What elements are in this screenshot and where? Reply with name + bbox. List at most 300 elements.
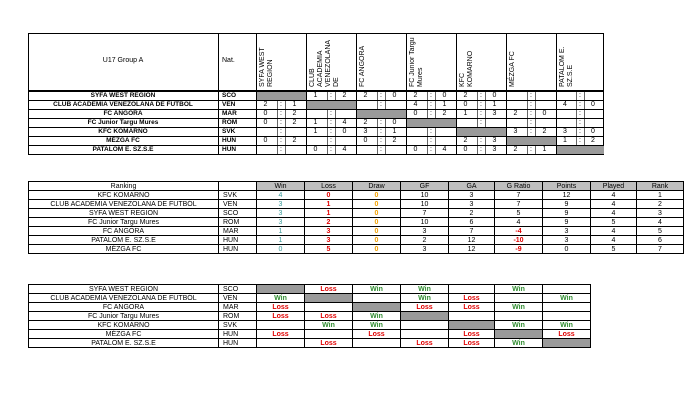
result-cell: Win [400, 284, 449, 294]
self-match-cell [507, 137, 556, 145]
grid-line [427, 136, 428, 145]
score-separator: : [480, 92, 482, 99]
result-cell: Loss [352, 329, 401, 339]
ranking-win-cell: 1 [256, 235, 305, 245]
score-separator: : [430, 137, 432, 144]
result-cell: Win [352, 284, 401, 294]
score-value: 1 [313, 119, 318, 126]
grid-line [335, 136, 336, 145]
grid-line [385, 127, 386, 136]
team-name: FC Junior Targu Mures [87, 119, 159, 126]
score-separator: : [280, 101, 282, 108]
ranking-team-cell: PATALOM E. SZ.S.E [28, 235, 219, 245]
score-value: 2 [292, 137, 297, 144]
score-separator: : [330, 92, 332, 99]
score-value: 2 [363, 92, 368, 99]
score-separator: : [480, 101, 482, 108]
score-value: 4 [413, 101, 418, 108]
column-header-team: FC Junior Targu Mures [409, 37, 424, 87]
score-separator: : [430, 110, 432, 117]
grid-line [427, 100, 428, 109]
result-cell: Loss [448, 302, 495, 312]
ranking-points-cell: 3 [542, 226, 591, 236]
score-separator: : [380, 119, 382, 126]
ranking-draw-cell: 0 [352, 208, 401, 218]
score-value: 2 [292, 110, 297, 117]
ranking-win-cell: 3 [256, 199, 305, 209]
score-value: 0 [591, 128, 595, 135]
ranking-ga-cell: 12 [448, 235, 495, 245]
grid-line [377, 100, 378, 109]
grid-line [435, 127, 436, 136]
score-value: 0 [413, 110, 418, 117]
ranking-loss-cell: 3 [304, 226, 353, 236]
ranking-team-cell: KFC KOMARNO [28, 190, 219, 200]
ranking-team-cell: SYFA WEST REGION [28, 208, 219, 218]
score-separator: : [579, 92, 581, 99]
team-nat: VEN [222, 101, 236, 108]
grid-line [485, 136, 486, 145]
ranking-header-cell: Draw [352, 181, 401, 191]
ranking-played-cell: 4 [590, 226, 637, 236]
score-separator: : [430, 146, 432, 153]
grid-line [535, 145, 536, 154]
team-name: PATALOM E. SZ.S.E [92, 146, 154, 153]
ranking-ratio-cell: 4 [494, 217, 543, 227]
ranking-header-cell: G Ratio [494, 181, 543, 191]
ranking-header-cell: Played [590, 181, 637, 191]
grid-line [277, 109, 278, 118]
group-title: U17 Group A [102, 57, 144, 64]
score-value: 0 [263, 137, 268, 144]
self-match-cell [457, 128, 506, 136]
grid-line [335, 127, 336, 136]
ranking-header-cell: GF [400, 181, 449, 191]
grid-line [377, 118, 378, 127]
ranking-points-cell: 9 [542, 199, 591, 209]
nat-label: Nat. [222, 57, 235, 64]
ranking-rank-cell: 5 [636, 226, 684, 236]
grid-line [385, 100, 386, 109]
results-team-name: PATALOM E. SZ.S.E [28, 338, 219, 348]
ranking-loss-cell: 1 [304, 208, 353, 218]
ranking-played-cell: 4 [590, 235, 637, 245]
grid-line [435, 136, 436, 145]
team-name: CLUB ACADEMIA VENEZOLANA DE FUTBÓL [53, 101, 193, 108]
result-cell: Win [494, 302, 543, 312]
grid-line [285, 109, 286, 118]
score-separator: : [280, 146, 282, 153]
ranking-team-cell: FC Junior Targu Mures [28, 217, 219, 227]
result-cell: Loss [304, 311, 353, 321]
ranking-ga-cell: 6 [448, 217, 495, 227]
grid-line [427, 91, 428, 100]
result-cell: Loss [256, 311, 305, 321]
grid-line [527, 109, 528, 118]
ranking-win-cell: 0 [256, 244, 305, 254]
column-header-team: CLUB ACADEMIA VENEZOLANA DE [309, 40, 340, 87]
ranking-ratio-cell: -10 [494, 235, 543, 245]
ranking-gf-cell: 10 [400, 190, 449, 200]
score-value: 0 [492, 92, 497, 99]
ranking-header-cell: Win [256, 181, 305, 191]
score-separator: : [530, 128, 532, 135]
ranking-ga-cell: 7 [448, 226, 495, 236]
score-separator: : [530, 92, 532, 99]
score-value: 0 [342, 128, 347, 135]
score-value: 4 [442, 146, 447, 153]
score-separator: : [330, 119, 332, 126]
grid-line [377, 91, 378, 100]
ranking-gf-cell: 3 [400, 244, 449, 254]
result-cell: Win [304, 320, 353, 330]
score-separator: : [579, 128, 581, 135]
score-separator: : [430, 128, 432, 135]
grid-line [485, 100, 486, 109]
ranking-ga-cell: 2 [448, 208, 495, 218]
score-value: 2 [342, 92, 347, 99]
team-name: SYFA WEST REGION [90, 92, 156, 99]
grid-line [535, 109, 536, 118]
score-separator: : [330, 128, 332, 135]
result-cell: Loss [304, 284, 353, 294]
score-value: 2 [263, 101, 268, 108]
grid-line [535, 118, 536, 127]
ranking-gf-cell: 3 [400, 226, 449, 236]
result-cell: Win [542, 293, 591, 303]
grid-line [385, 91, 386, 100]
score-separator: : [280, 119, 282, 126]
score-value: 0 [542, 110, 547, 117]
grid-line [427, 145, 428, 154]
score-value: 3 [492, 110, 497, 117]
ranking-nat-cell: MAR [218, 226, 257, 236]
result-cell: Win [494, 284, 543, 294]
ranking-rank-cell: 2 [636, 199, 684, 209]
ranking-header-cell: Loss [304, 181, 353, 191]
score-separator: : [480, 119, 482, 126]
result-cell: Loss [400, 302, 449, 312]
ranking-played-cell: 4 [590, 199, 637, 209]
team-nat: HUN [222, 137, 237, 144]
ranking-draw-cell: 0 [352, 217, 401, 227]
grid-line [576, 118, 577, 127]
grid-line [285, 127, 286, 136]
grid-line [285, 136, 286, 145]
results-team-name: SYFA WEST REGION [28, 284, 219, 294]
score-value: 3 [492, 137, 497, 144]
score-separator: : [579, 101, 581, 108]
grid-line [477, 136, 478, 145]
score-separator: : [579, 137, 581, 144]
grid-line [435, 100, 436, 109]
grid-line [277, 100, 278, 109]
ranking-rank-cell: 3 [636, 208, 684, 218]
result-cell [352, 338, 401, 348]
ranking-draw-cell: 0 [352, 235, 401, 245]
results-team-name: KFC KOMARNO [28, 320, 219, 330]
result-cell: Win [352, 320, 401, 330]
score-separator: : [480, 137, 482, 144]
grid-line [477, 100, 478, 109]
result-cell: Win [256, 293, 305, 303]
score-value: 0 [392, 119, 397, 126]
result-cell: Loss [448, 329, 495, 339]
team-nat: HUN [222, 146, 237, 153]
results-team-name: MÉZGA FC [28, 329, 219, 339]
score-value: 2 [292, 119, 297, 126]
grid-line [576, 136, 577, 145]
ranking-played-cell: 5 [590, 244, 637, 254]
score-separator: : [430, 101, 432, 108]
score-value: 2 [542, 128, 547, 135]
grid-line [485, 145, 486, 154]
ranking-win-cell: 3 [256, 208, 305, 218]
results-team-nat: MAR [218, 302, 257, 312]
column-header-team: SYFA WEST REGION [259, 47, 274, 87]
column-header-team: KFC KOMARNO [459, 50, 474, 87]
grid-line [385, 136, 386, 145]
score-separator: : [530, 101, 532, 108]
score-value: 4 [342, 119, 347, 126]
grid-line [435, 109, 436, 118]
ranking-played-cell: 4 [590, 190, 637, 200]
grid-line [527, 127, 528, 136]
score-value: 0 [442, 92, 447, 99]
score-value: 2 [463, 137, 468, 144]
score-value: 1 [392, 128, 397, 135]
score-value: 1 [313, 128, 318, 135]
ranking-ga-cell: 12 [448, 244, 495, 254]
ranking-ga-cell: 3 [448, 199, 495, 209]
results-team-name: FC Junior Targu Mures [28, 311, 219, 321]
score-value: 2 [591, 137, 595, 144]
result-cell: Loss [448, 293, 495, 303]
ranking-played-cell: 4 [590, 208, 637, 218]
ranking-loss-cell: 2 [304, 217, 353, 227]
score-value: 1 [492, 101, 497, 108]
result-cell: Win [494, 338, 543, 348]
column-header-team: FC ANGORA [359, 45, 366, 87]
score-separator: : [330, 110, 332, 117]
grid-line [527, 145, 528, 154]
grid-line [335, 145, 336, 154]
score-value: 4 [342, 146, 347, 153]
result-cell: Win [494, 320, 543, 330]
ranking-draw-cell: 0 [352, 244, 401, 254]
grid-line [427, 109, 428, 118]
score-value: 1 [563, 137, 567, 144]
ranking-draw-cell: 0 [352, 190, 401, 200]
score-value: 0 [463, 101, 468, 108]
ranking-loss-cell: 3 [304, 235, 353, 245]
grid-line [576, 100, 577, 109]
self-match-cell [542, 338, 591, 348]
score-value: 2 [513, 110, 518, 117]
score-value: 1 [313, 92, 318, 99]
column-header-team: PATALOM E. SZ.S.E [559, 46, 574, 87]
grid-line [527, 91, 528, 100]
grid-line [477, 145, 478, 154]
score-value: 4 [563, 101, 567, 108]
score-separator: : [430, 92, 432, 99]
result-cell: Loss [304, 338, 353, 348]
grid-line [485, 91, 486, 100]
grid-line [576, 127, 577, 136]
ranking-draw-cell: 0 [352, 199, 401, 209]
score-value: 1 [542, 146, 547, 153]
ranking-played-cell: 5 [590, 217, 637, 227]
score-value: 1 [442, 101, 447, 108]
results-team-nat: HUN [218, 329, 257, 339]
team-nat: ROM [222, 119, 238, 126]
grid-line [576, 91, 577, 100]
grid-line [377, 127, 378, 136]
grid-line [285, 100, 286, 109]
result-cell: Loss [256, 302, 305, 312]
result-cell: Win [352, 311, 401, 321]
ranking-nat-cell: ROM [218, 217, 257, 227]
ranking-nat-cell: HUN [218, 235, 257, 245]
grid-line [327, 118, 328, 127]
score-value: 2 [363, 119, 368, 126]
score-separator: : [530, 146, 532, 153]
score-value: 1 [292, 101, 297, 108]
score-separator: : [280, 110, 282, 117]
ranking-ratio-cell: -9 [494, 244, 543, 254]
score-value: 0 [463, 146, 468, 153]
ranking-win-cell: 3 [256, 217, 305, 227]
results-team-name: FC ANGORA [28, 302, 219, 312]
grid-line [285, 118, 286, 127]
self-match-cell [357, 110, 406, 118]
grid-line [327, 127, 328, 136]
score-value: 0 [413, 146, 418, 153]
score-value: 0 [313, 146, 318, 153]
ranking-nat-cell: HUN [218, 244, 257, 254]
ranking-draw-cell: 0 [352, 226, 401, 236]
grid-line [335, 109, 336, 118]
score-separator: : [280, 128, 282, 135]
grid-line [576, 109, 577, 118]
ranking-rank-cell: 1 [636, 190, 684, 200]
team-name: FC ANGORA [103, 110, 143, 117]
ranking-team-cell: CLUB ACADEMIA VENEZOLANA DE FUTBÓL [28, 199, 219, 209]
score-separator: : [380, 101, 382, 108]
results-team-nat: VEN [218, 293, 257, 303]
score-separator: : [330, 137, 332, 144]
ranking-win-cell: 1 [256, 226, 305, 236]
grid-line [485, 118, 486, 127]
grid-line [385, 145, 386, 154]
grid-line [285, 145, 286, 154]
ranking-points-cell: 0 [542, 244, 591, 254]
score-value: 2 [513, 146, 518, 153]
score-value: 3 [513, 128, 518, 135]
results-team-name: CLUB ACADEMIA VENEZOLANA DE FUTBÓL [28, 293, 219, 303]
grid-line [335, 118, 336, 127]
ranking-ratio-cell: 7 [494, 199, 543, 209]
grid-line [277, 136, 278, 145]
ranking-ga-cell: 3 [448, 190, 495, 200]
grid-line [377, 136, 378, 145]
ranking-points-cell: 12 [542, 190, 591, 200]
team-name: MÉZGA FC [106, 137, 140, 144]
ranking-loss-cell: 5 [304, 244, 353, 254]
grid-line [435, 91, 436, 100]
ranking-points-cell: 9 [542, 208, 591, 218]
result-cell: Loss [448, 338, 495, 348]
score-value: 1 [463, 110, 468, 117]
score-separator: : [530, 119, 532, 126]
grid-line [435, 145, 436, 154]
grid-line [327, 136, 328, 145]
team-name: KFC KOMARNO [98, 128, 148, 135]
results-team-nat: SCO [218, 284, 257, 294]
score-value: 0 [263, 110, 268, 117]
results-team-nat: HUN [218, 338, 257, 348]
ranking-gf-cell: 7 [400, 208, 449, 218]
grid-line [584, 91, 585, 100]
score-value: 3 [363, 128, 368, 135]
grid-line [527, 100, 528, 109]
grid-line [277, 118, 278, 127]
ranking-nat-cell: VEN [218, 199, 257, 209]
score-value: 3 [563, 128, 567, 135]
score-separator: : [579, 119, 581, 126]
ranking-win-cell: 4 [256, 190, 305, 200]
results-team-nat: ROM [218, 311, 257, 321]
score-separator: : [380, 128, 382, 135]
result-cell: Loss [256, 329, 305, 339]
grid-line [477, 91, 478, 100]
ranking-header-cell: Rank [636, 181, 684, 191]
score-value: 0 [363, 137, 368, 144]
score-value: 0 [591, 101, 595, 108]
ranking-header-cell: Points [542, 181, 591, 191]
column-header-team: MÉZGA FC [509, 51, 516, 87]
grid-line [584, 100, 585, 109]
result-cell: Loss [400, 338, 449, 348]
ranking-gf-cell: 10 [400, 199, 449, 209]
ranking-loss-cell: 1 [304, 199, 353, 209]
score-separator: : [530, 110, 532, 117]
ranking-team-cell: MÉZGA FC [28, 244, 219, 254]
self-match-cell [257, 92, 306, 100]
score-separator: : [480, 146, 482, 153]
grid-line [385, 118, 386, 127]
ranking-points-cell: 9 [542, 217, 591, 227]
score-value: 3 [492, 146, 497, 153]
score-separator: : [380, 92, 382, 99]
grid-line [535, 127, 536, 136]
ranking-nat-cell: SCO [218, 208, 257, 218]
grid-line [427, 127, 428, 136]
grid-line [477, 109, 478, 118]
ranking-gf-cell: 10 [400, 217, 449, 227]
ranking-header-cell: GA [448, 181, 495, 191]
ranking-loss-cell: 0 [304, 190, 353, 200]
ranking-header-cell: Ranking [28, 181, 219, 191]
ranking-rank-cell: 6 [636, 235, 684, 245]
grid-line [327, 145, 328, 154]
ranking-gf-cell: 2 [400, 235, 449, 245]
grid-line [584, 109, 585, 118]
self-match-cell [407, 119, 456, 127]
results-team-nat: SVK [218, 320, 257, 330]
score-separator: : [280, 137, 282, 144]
grid-line [277, 145, 278, 154]
